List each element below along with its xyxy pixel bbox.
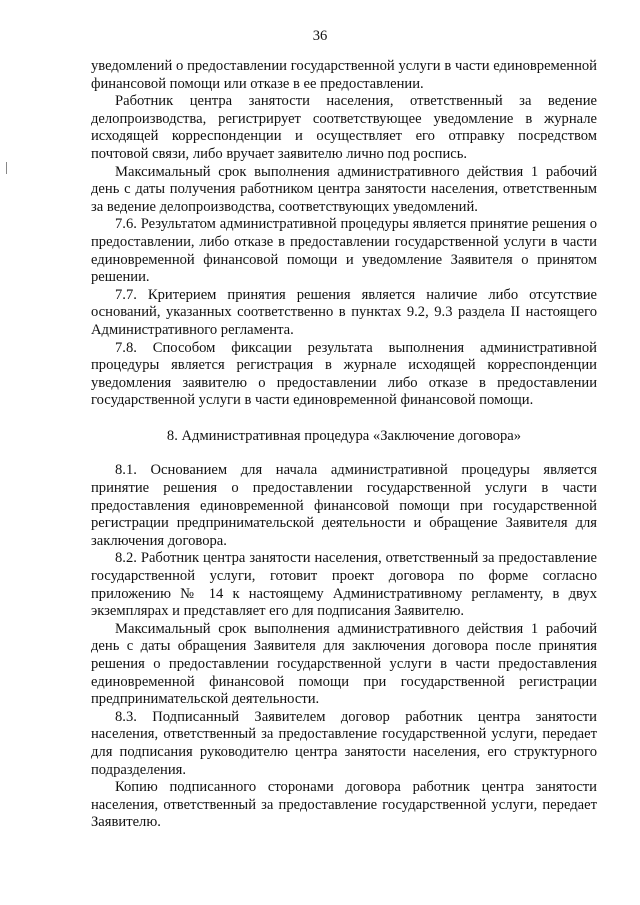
paragraph-8-1: 8.1. Основанием для начала административной процедуры является принятие решения о предоставлении государственной услуги в части предоставления единовременной финансовой помощи при государственной регистрации предпринимательской деятельности и обращение Заявителя для заключения договора. <box>91 462 597 549</box>
paragraph-continuation: уведомлений о предоставлении государственной услуги в части единовременной финансовой помощи или отказе в ее предоставлении. <box>91 58 597 92</box>
section-heading: 8. Административная процедура «Заключение договора» <box>166 427 522 444</box>
paragraph-8-2: 8.2. Работник центра занятости населения, ответственный за предоставление государственной услуги, готовит проект договора по форме согласно приложению № 14 к настоящему Административному регламенту, в двух экземплярах и представляет его для подписания Заявителю. <box>91 550 597 620</box>
paragraph-registration: Работник центра занятости населения, ответственный за ведение делопроизводства, регистрирует соответствующее уведомление в журнале исходящей корреспонденции и осуществляет его отправку посредством почтовой связи, либо вручает заявителю лично под роспись. <box>91 93 597 162</box>
paragraph-max-term: Максимальный срок выполнения административного действия 1 рабочий день с даты получения работником центра занятости населения, ответственным за ведение делопроизводства, соответствующих уведомлений. <box>91 163 597 215</box>
paragraph-copy-transfer: Копию подписанного сторонами договора работник центра занятости населения, ответственный за предоставление государственной услуги, передает Заявителю. <box>91 779 597 831</box>
paragraph-8-2-max-term: Максимальный срок выполнения административного действия 1 рабочий день с даты обращения Заявителя для заключения договора после принятия решения о предоставлении государственной услуги в части предоставления единовременной финансовой помощи при государственной регистрации предпринимательской деятельности. <box>91 620 597 708</box>
page-number: 36 <box>312 28 328 44</box>
paragraph-7-6: 7.6. Результатом административной процедуры является принятие решения о предоставлении, либо отказе в предоставлении государственной услуги в части единовременной финансовой помощи и уведомление Заявителя о принятом решении. <box>91 216 597 286</box>
paragraph-7-8: 7.8. Способом фиксации результата выполнения административной процедуры является регистрация в журнале исходящей корреспонденции уведомления заявителю о предоставлении либо отказе в предоставлении государственной услуги в части единовременной финансовой помощи. <box>91 339 597 409</box>
paragraph-7-7: 7.7. Критерием принятия решения является наличие либо отсутствие оснований, указанных соответственно в пунктах 9.2, 9.3 раздела II настоящего Административного регламента. <box>91 286 597 338</box>
margin-mark <box>6 162 7 174</box>
document-body <box>91 58 597 832</box>
paragraph-8-3: 8.3. Подписанный Заявителем договор работник центра занятости населения, ответственный за предоставление государственной услуги, передает для подписания руководителю центра занятости населения, его структурного подразделения. <box>91 708 597 778</box>
